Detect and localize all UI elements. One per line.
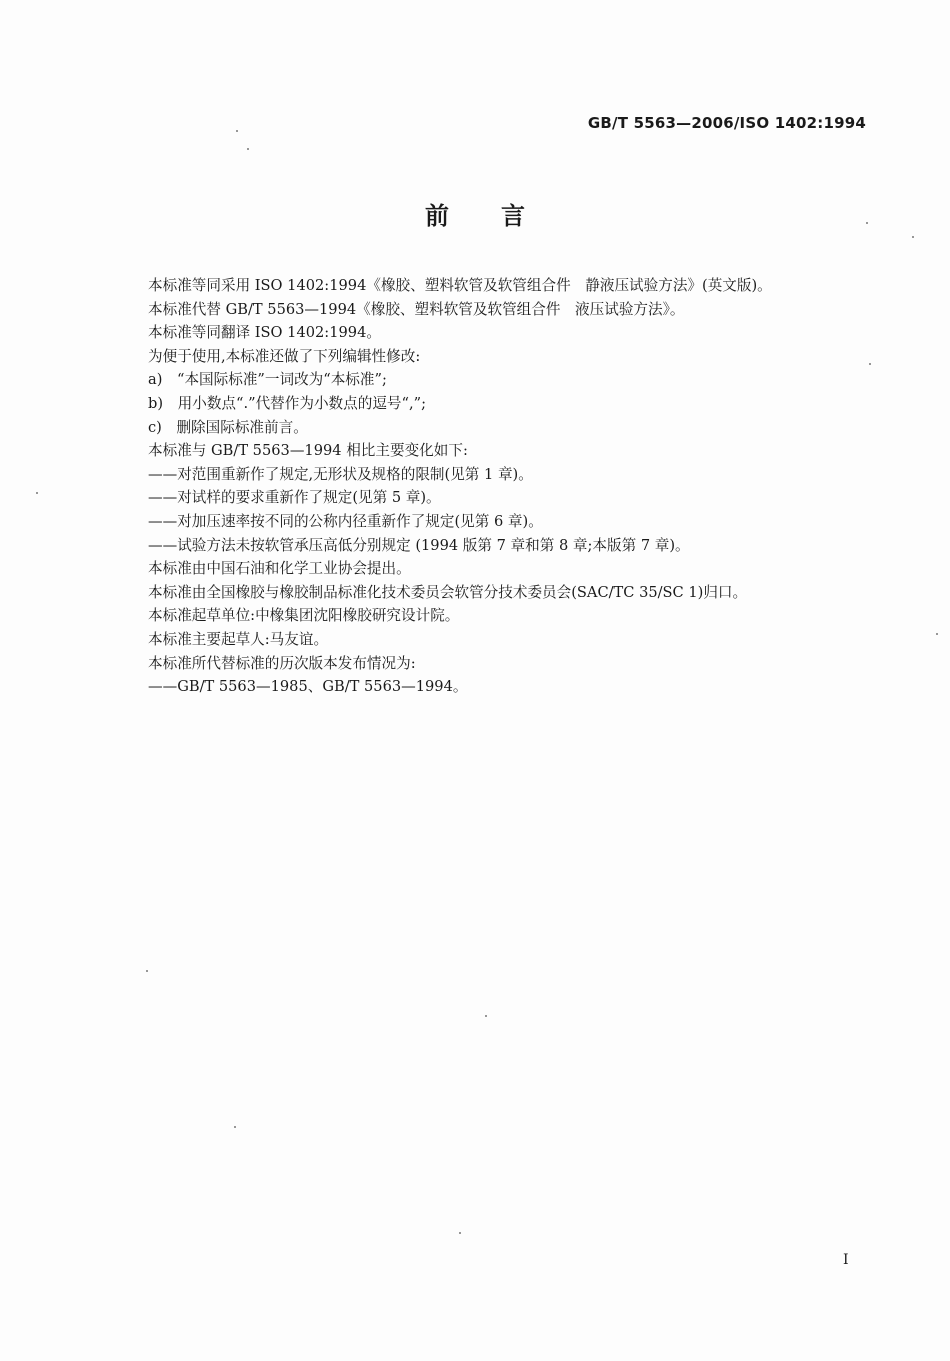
scan-speck <box>936 633 938 635</box>
change-item-specimen: ——对试样的要求重新作了规定(见第 5 章)。 <box>148 489 441 507</box>
history-item: ——GB/T 5563—1985、GB/T 5563—1994。 <box>148 678 468 696</box>
list-item-a: a) “本国际标准”一词改为“本标准”; <box>148 371 387 389</box>
paragraph-drafting-unit: 本标准起草单位:中橡集团沈阳橡胶研究设计院。 <box>148 607 460 625</box>
scan-speck <box>36 492 38 494</box>
page-title: 前言 <box>425 202 577 230</box>
scan-speck <box>869 363 871 365</box>
scan-speck <box>459 1232 461 1234</box>
standard-number: GB/T 5563—2006/ISO 1402:1994 <box>587 114 866 132</box>
paragraph-editorial-intro: 为便于使用,本标准还做了下列编辑性修改: <box>148 347 421 365</box>
scan-speck <box>247 148 249 150</box>
paragraph-adoption: 本标准等同采用 ISO 1402:1994《橡胶、塑料软管及软管组合件 静液压试验方法》(英文版)。 <box>148 277 772 294</box>
list-item-c: c) 删除国际标准前言。 <box>148 418 308 436</box>
page-number: I <box>843 1252 849 1268</box>
list-item-b: b) 用小数点“.”代替作为小数点的逗号“,”; <box>148 394 426 412</box>
paragraph-changes-intro: 本标准与 GB/T 5563—1994 相比主要变化如下: <box>148 442 468 460</box>
scan-speck <box>236 130 238 132</box>
scan-speck <box>866 222 868 224</box>
paragraph-replacement: 本标准代替 GB/T 5563—1994《橡胶、塑料软管及软管组合件 液压试验方法》。 <box>148 300 685 318</box>
scan-speck <box>912 236 914 238</box>
foreword-body <box>148 274 868 699</box>
paragraph-drafter: 本标准主要起草人:马友谊。 <box>148 630 329 648</box>
scan-speck <box>234 1126 236 1128</box>
paragraph-translation: 本标准等同翻译 ISO 1402:1994。 <box>148 324 381 342</box>
paragraph-committee: 本标准由全国橡胶与橡胶制品标准化技术委员会软管分技术委员会(SAC/TC 35/SC 1)归口。 <box>148 583 748 601</box>
paragraph-history-intro: 本标准所代替标准的历次版本发布情况为: <box>148 654 416 672</box>
change-item-pressure-rate: ——对加压速率按不同的公称内径重新作了规定(见第 6 章)。 <box>148 512 543 530</box>
scan-speck <box>485 1015 487 1017</box>
scan-speck <box>146 970 148 972</box>
change-item-scope: ——对范围重新作了规定,无形状及规格的限制(见第 1 章)。 <box>148 465 533 483</box>
change-item-test-method: ——试验方法未按软管承压高低分别规定 (1994 版第 7 章和第 8 章;本版第 7 章)。 <box>148 536 690 554</box>
paragraph-proposer: 本标准由中国石油和化学工业协会提出。 <box>148 560 411 578</box>
